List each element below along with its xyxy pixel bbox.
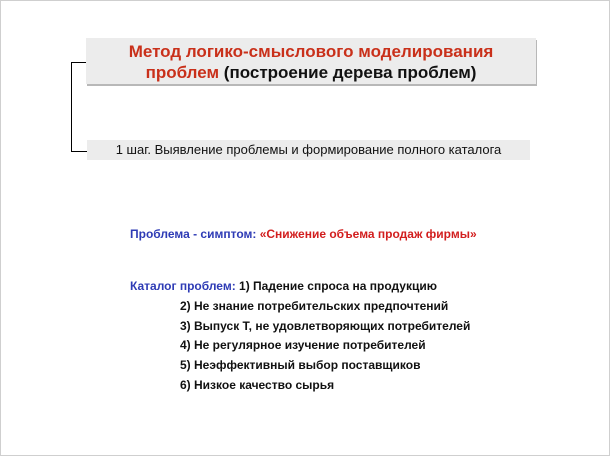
- catalog-item: 1) Падение спроса на продукцию: [239, 279, 437, 293]
- symptom-value: «Снижение объема продаж фирмы»: [259, 227, 477, 241]
- catalog-line: [130, 279, 437, 293]
- catalog-item: 3) Выпуск Т, не удовлетворяющих потребителей: [180, 319, 471, 333]
- catalog-label: Каталог проблем:: [130, 279, 236, 293]
- title-box: [86, 38, 536, 84]
- catalog-item: 4) Не регулярное изучение потребителей: [180, 338, 426, 352]
- step-box: 1 шаг. Выявление проблемы и формирование полного каталога: [87, 140, 530, 160]
- symptom-line: [130, 227, 477, 241]
- catalog-item: 6) Низкое качество сырья: [180, 378, 335, 392]
- catalog-item: 2) Не знание потребительских предпочтений: [180, 299, 449, 313]
- title-word-problems: проблем: [145, 63, 220, 82]
- title-subtitle: (построение дерева проблем): [223, 63, 477, 82]
- catalog-item: 5) Неэффективный выбор поставщиков: [180, 358, 421, 372]
- symptom-label: Проблема - симптом:: [130, 227, 257, 241]
- title-line-1: Метод логико-смыслового моделирования: [128, 42, 494, 61]
